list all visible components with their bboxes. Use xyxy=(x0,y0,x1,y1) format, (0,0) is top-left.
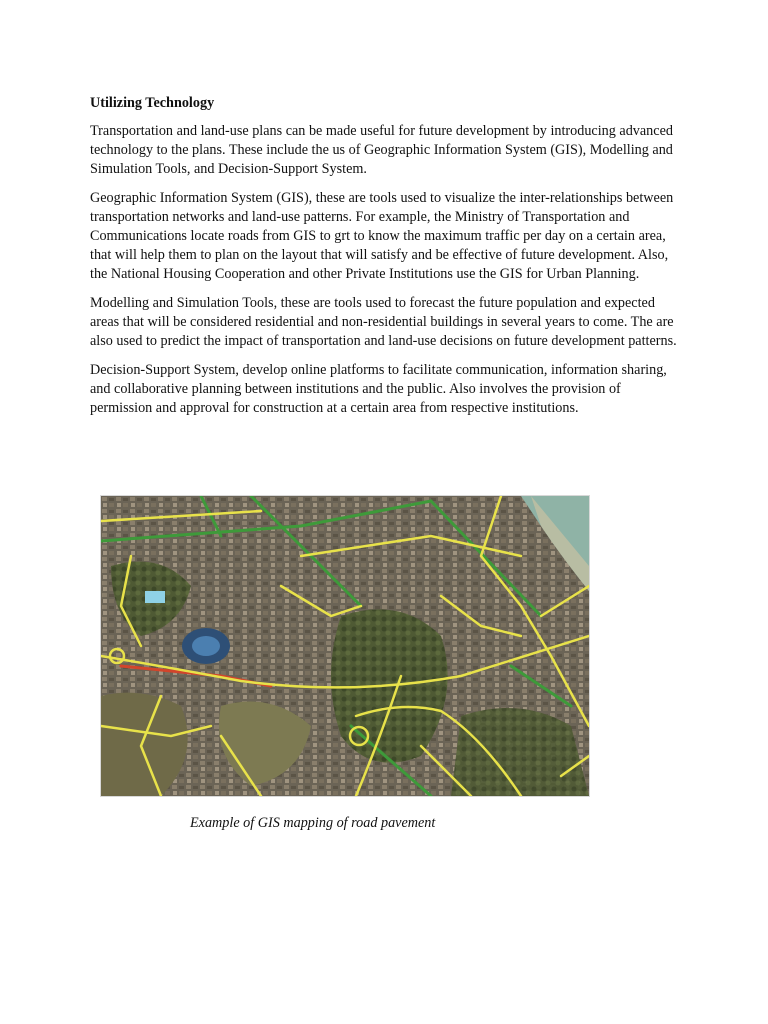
paragraph-decision-support: Decision-Support System, develop online platforms to facilitate communication, information sharing, and collaborative planning between institutions and the public. Also involves the provision of permission and approval for construction at a certain area from respective institutions. xyxy=(90,362,667,416)
paragraph-modelling: Modelling and Simulation Tools, these are tools used to forecast the future population and expected areas that will be considered residential and non-residential buildings in several years to come. The are also used to predict the impact of transportation and land-use decisions on future development patterns. xyxy=(90,295,677,349)
paragraph-gis: Geographic Information System (GIS), these are tools used to visualize the inter-relationships between transportation networks and land-use patterns. For example, the Ministry of Transportation and Communications locate roads from GIS to grt to know the maximum traffic per day on a certain area, that will help them to plan on the layout that will satisfy and be effective of future development. Also, the National Housing Cooperation and other Private Institutions use the GIS for Urban Planning. xyxy=(90,190,674,282)
figure-caption: Example of GIS mapping of road pavement xyxy=(190,815,436,831)
document-body xyxy=(90,94,682,428)
section-heading: Utilizing Technology xyxy=(90,95,215,111)
satellite-map-graphic xyxy=(101,496,589,796)
paragraph-intro: Transportation and land-use plans can be made useful for future development by introducing advanced technology to the plans. These include the us of Geographic Information System (GIS), Modelling and Simulation Tools, and Decision-Support System. xyxy=(90,123,673,177)
gis-road-map-image xyxy=(100,495,590,797)
